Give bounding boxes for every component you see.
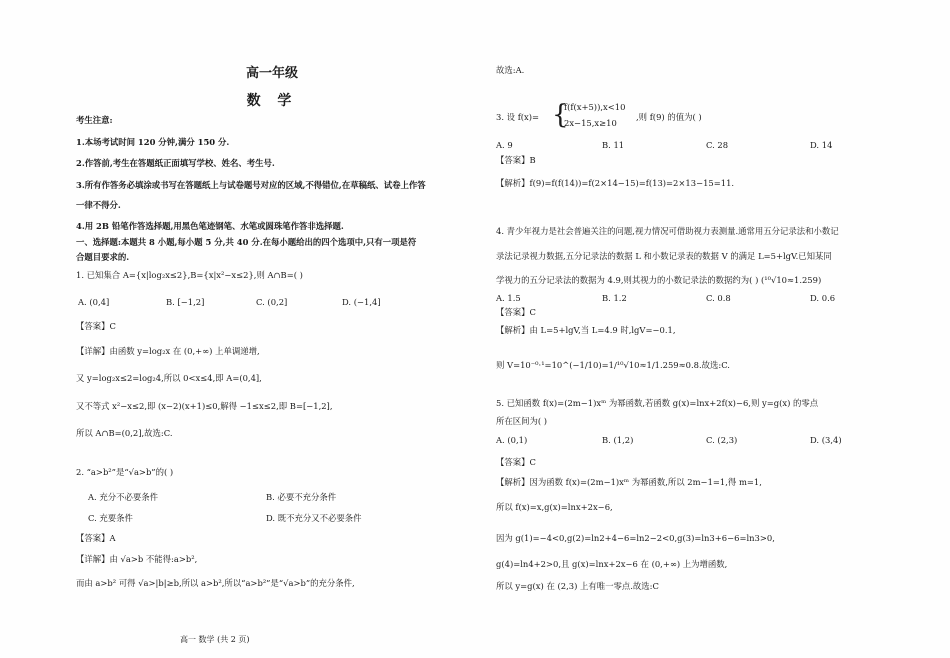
q2-stem: 2. “a>b²”是“√a>b”的( ): [76, 467, 174, 477]
q3-option-d: D. 14: [810, 140, 833, 150]
note-item: 一律不得分.: [76, 200, 121, 210]
q5-options: [496, 433, 906, 447]
q1-detail: 又 y=log₂x≤2=log₂4,所以 0<x≤4,即 A=(0,4],: [76, 373, 262, 383]
q1-option-b: B. [−1,2]: [166, 297, 205, 307]
q5-stem: 5. 已知函数 f(x)=(2m−1)xᵐ 为幂函数,若函数 g(x)=lnx+2f(x)−6,则 y=g(x) 的零点: [496, 398, 819, 408]
grade-title: 高一年级: [245, 66, 298, 81]
q4-analysis: 【解析】由 L=5+lgV,当 L=4.9 时,lgV=−0.1,: [496, 325, 676, 335]
q1-option-c: C. (0,2]: [256, 297, 288, 307]
note-item: 1.本场考试时间 120 分钟,满分 150 分.: [76, 137, 230, 147]
q2-option-a: A. 充分不必要条件: [88, 492, 158, 502]
q1-detail: 所以 A∩B=(0,2],故选:C.: [76, 428, 173, 438]
q1-answer: 【答案】C: [76, 321, 116, 331]
left-column: [76, 0, 468, 658]
brace-icon: {: [552, 100, 569, 130]
q2-detail: 而由 a>b² 可得 √a>|b|≥b,所以 a>b²,所以“a>b²”是“√a>b”的充分条件,: [76, 578, 355, 588]
q3-option-c: C. 28: [706, 140, 729, 150]
q4-analysis: 则 V=10⁻⁰·¹=10^(−1/10)=1/¹⁰√10≈1/1.259≈0.8.故选:C.: [496, 360, 730, 370]
q4-stem: 录法记录视力数据,五分记录法的数据 L 和小数记录表的数据 V 的满足 L=5+lgV.已知某同: [496, 251, 832, 261]
q4-options: [496, 291, 906, 305]
page-footer: 高一 数学 (共 2 页): [180, 635, 250, 644]
q2-answer: 【答案】A: [76, 533, 116, 543]
q5-analysis: 所以 y=g(x) 在 (2,3) 上有唯一零点.故选:C: [496, 581, 659, 591]
q3-option-b: B. 11: [602, 140, 625, 150]
q5-analysis: 【解析】因为函数 f(x)=(2m−1)xᵐ 为幂函数,所以 2m−1=1,得 m=1,: [496, 477, 762, 487]
q4-answer: 【答案】C: [496, 307, 536, 317]
section-intro: 合题目要求的.: [76, 252, 130, 262]
q3-answer: 【答案】B: [496, 155, 536, 165]
q1-options: [76, 295, 468, 309]
q3-stem: [496, 100, 906, 134]
q3-analysis: 【解析】f(9)=f(f(14))=f(2×14−15)=f(13)=2×13−15=11.: [496, 178, 735, 188]
q1-detail: 【详解】由函数 y=log₂x 在 (0,+∞) 上单调递增,: [76, 346, 260, 356]
q2-conclusion: 故选:A.: [496, 65, 525, 75]
q3-case-2: 2x−15,x≥10: [564, 118, 617, 128]
subject-title: 数 学: [246, 93, 298, 109]
q2-option-b: B. 必要不充分条件: [266, 492, 337, 502]
q5-answer: 【答案】C: [496, 457, 536, 467]
right-column: [496, 0, 906, 658]
notes-heading: 考生注意:: [76, 115, 113, 125]
q5-option-a: A. (0,1): [496, 435, 528, 445]
q4-option-c: C. 0.8: [706, 293, 731, 303]
note-item: 4.用 2B 铅笔作答选择题,用黑色笔迹钢笔、水笔或圆珠笔作答非选择题.: [76, 221, 344, 231]
q2-detail: 【详解】由 √a>b 不能得:a>b²,: [76, 554, 198, 564]
q1-option-a: A. (0,4]: [78, 297, 110, 307]
q1-detail: 又不等式 x²−x≤2,即 (x−2)(x+1)≤0,解得 −1≤x≤2,即 B=[−1,2],: [76, 401, 333, 411]
q5-analysis: 所以 f(x)=x,g(x)=lnx+2x−6,: [496, 502, 613, 512]
q5-analysis: 因为 g(1)=−4<0,g(2)=ln2+4−6=ln2−2<0,g(3)=ln3+6−6=ln3>0,: [496, 533, 775, 543]
q3-options: [496, 138, 906, 152]
q3-stem-suffix: ,则 f(9) 的值为( ): [636, 112, 702, 122]
q5-analysis: g(4)=ln4+2>0,且 g(x)=lnx+2x−6 在 (0,+∞) 上为增函数,: [496, 559, 728, 569]
q4-option-b: B. 1.2: [602, 293, 627, 303]
q1-stem: 1. 已知集合 A={x|log₂x≤2},B={x|x²−x≤2},则 A∩B=( ): [76, 270, 303, 280]
q5-option-d: D. (3,4): [810, 435, 842, 445]
q2-option-c: C. 充要条件: [88, 513, 133, 523]
q5-option-b: B. (1,2): [602, 435, 634, 445]
q4-stem: 4. 青少年视力是社会普遍关注的问题,视力情况可借助视力表测量.通常用五分记录法和小数记: [496, 226, 839, 236]
q3-stem-prefix: 3. 设 f(x)=: [496, 112, 540, 122]
q1-option-d: D. (−1,4]: [342, 297, 381, 307]
q2-options: [76, 511, 468, 525]
section-intro: 一、选择题:本题共 8 小题,每小题 5 分,共 40 分.在每小题给出的四个选项中,只有一项是符: [76, 237, 417, 247]
q2-option-d: D. 既不充分又不必要条件: [266, 513, 362, 523]
q4-stem: 学视力的五分记录法的数据为 4.9,则其视力的小数记录法的数据约为( ) (¹⁰√10≈1.259): [496, 275, 822, 285]
q2-options: [76, 490, 468, 504]
q5-stem: 所在区间为( ): [496, 416, 548, 426]
q3-case-1: f(f(x+5)),x<10: [564, 102, 626, 112]
q4-option-a: A. 1.5: [496, 293, 521, 303]
note-item: 3.所有作答务必填涂或书写在答题纸上与试卷题号对应的区域,不得错位,在草稿纸、试卷上作答: [76, 180, 426, 190]
note-item: 2.作答前,考生在答题纸正面填写学校、姓名、考生号.: [76, 158, 275, 168]
q3-option-a: A. 9: [496, 140, 513, 150]
q5-option-c: C. (2,3): [706, 435, 738, 445]
q4-option-d: D. 0.6: [810, 293, 836, 303]
